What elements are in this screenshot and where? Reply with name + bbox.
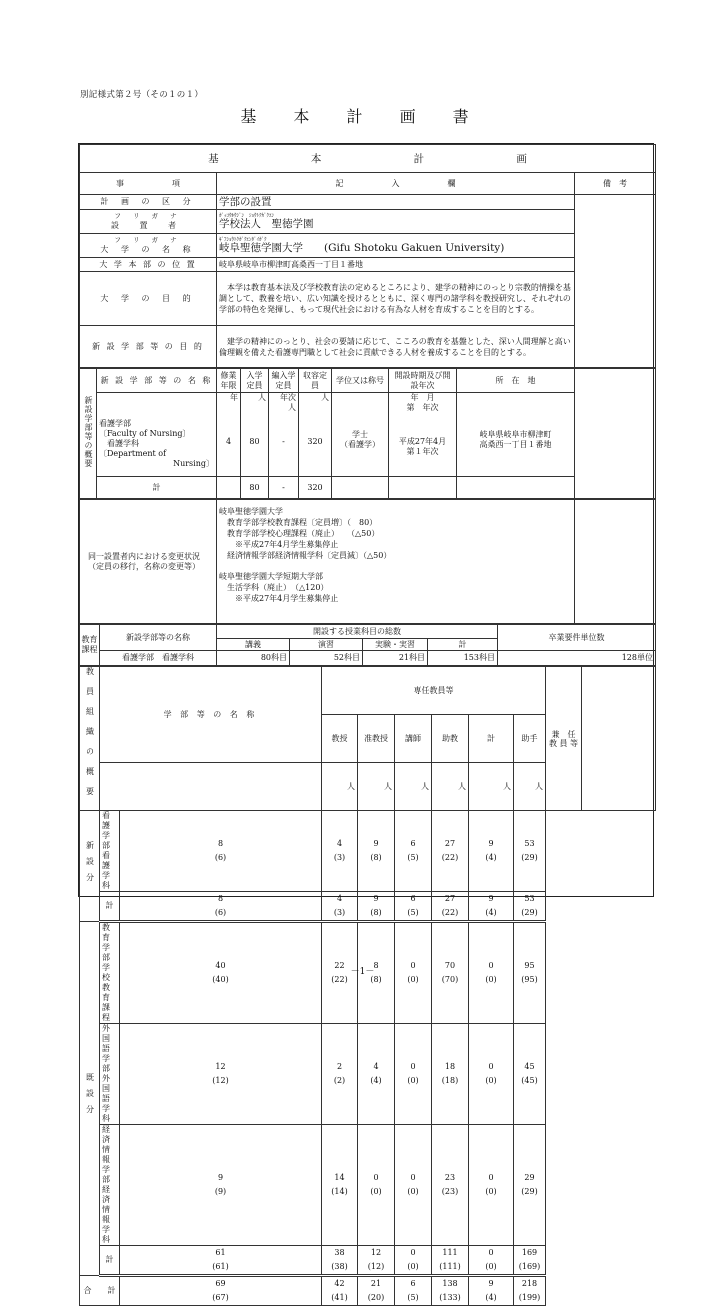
ken-header: 兼 任 教 員 等 — [546, 667, 582, 811]
staff-count: 8 — [217, 894, 224, 903]
curriculum-practical: 21科目 — [363, 651, 428, 666]
staff-value-cell — [120, 892, 322, 922]
form-id: 別記様式第２号（その１の１） — [80, 90, 204, 100]
unit-row-blank — [100, 763, 322, 811]
value-daigaku: ｷﾞﾌｼｮｳﾄｸｶﾞｸｴﾝﾀﾞｲｶﾞｸ 岐阜聖徳学園大学 (Gifu Shotoku Gakuen University) — [217, 234, 575, 258]
col-lecturer: 講師 — [395, 715, 432, 763]
staff-count: 111 — [442, 1248, 458, 1257]
staff-count: 0 — [488, 961, 494, 970]
total-years — [217, 477, 241, 499]
staff-count-current: (70) — [441, 975, 459, 984]
changes-label: 同一設置者内における変更状況（定員の移行，名称の変更等） — [80, 500, 217, 624]
staff-count-current: (38) — [331, 1262, 348, 1271]
staff-value-cell — [395, 1246, 432, 1276]
changes-remarks — [575, 500, 656, 624]
ki-label: 既設分 — [80, 922, 100, 1276]
staff-value-cell — [358, 1125, 395, 1246]
total-admission: 80 — [241, 477, 269, 499]
staff-count-current: (4) — [370, 1076, 382, 1085]
staff-remarks — [582, 667, 656, 811]
staff-count-current: (6) — [214, 853, 227, 862]
staff-count-current: (133) — [439, 1293, 461, 1302]
staff-name: 外国語学部 外国語学科 — [100, 1024, 120, 1125]
staff-count-current: (41) — [331, 1293, 348, 1302]
page-number: －1－ — [350, 967, 375, 977]
overview-total-label: 計 — [97, 477, 217, 499]
staff-row-existing — [80, 1125, 656, 1246]
col-transfer: 編入学定員 — [269, 369, 299, 393]
senin-header: 専任教員等 — [322, 667, 546, 715]
staff-count: 29 — [524, 1173, 535, 1182]
staff-count-current: (20) — [367, 1293, 385, 1302]
document-title: 基 本 計 画 書 — [240, 107, 485, 126]
staff-count-current: (61) — [212, 1262, 229, 1271]
staff-count: 6 — [410, 1279, 416, 1288]
staff-count-current: (40) — [212, 975, 229, 984]
curriculum-name: 看護学部 看護学科 — [100, 651, 217, 666]
staff-count: 70 — [444, 961, 456, 970]
staff-count: 8 — [217, 839, 224, 848]
staff-value-cell — [358, 1024, 395, 1125]
staff-count: 0 — [488, 1062, 494, 1071]
staff-value-cell — [322, 811, 358, 892]
curriculum-lecture: 80科目 — [217, 651, 290, 666]
remarks-header: 備 考 — [575, 173, 656, 195]
total-location — [457, 477, 575, 499]
staff-count: 8 — [373, 961, 379, 970]
staff-value-cell — [395, 1276, 432, 1306]
staff-count: 0 — [410, 1173, 416, 1182]
staff-count: 2 — [336, 1062, 343, 1071]
item-header: 事 項 — [80, 173, 217, 195]
staff-value-cell — [514, 811, 546, 892]
staff-name: 看護学部 看護学科 — [100, 811, 120, 892]
staff-count: 27 — [444, 894, 456, 903]
unit-cell: 人 — [432, 763, 469, 811]
unit-cell: 人 — [514, 763, 546, 811]
staff-name-header: 学 部 等 の 名 称 — [100, 667, 322, 763]
staff-row-grand-total — [80, 1276, 656, 1306]
staff-name: 経済情報学部 経済情報学科 — [100, 1125, 120, 1246]
staff-count-current: (18) — [441, 1076, 459, 1085]
staff-value-cell — [395, 811, 432, 892]
staff-count: 218 — [521, 1279, 538, 1288]
staff-count-current: (29) — [521, 853, 538, 862]
staff-count: 42 — [334, 1279, 345, 1288]
staff-total-label: 計 — [100, 1246, 120, 1276]
start-cell: 年 月 第 年次 平成27年4月 第１年次 — [389, 393, 457, 477]
staff-count: 61 — [215, 1248, 226, 1257]
staff-count: 0 — [410, 1062, 416, 1071]
staff-value-cell — [358, 892, 395, 922]
staff-count-current: (0) — [485, 975, 497, 984]
staff-count-current: (0) — [485, 1262, 497, 1271]
staff-count-current: (0) — [407, 1187, 419, 1196]
staff-value-cell — [469, 892, 514, 922]
staff-row-existing — [80, 1024, 656, 1125]
staff-value-cell — [514, 1024, 546, 1125]
col-years: 修業年限 — [217, 369, 241, 393]
staff-value-cell — [432, 1246, 469, 1276]
staff-count: 9 — [373, 839, 379, 848]
col-degree: 学位又は称号 — [332, 369, 389, 393]
unit-cell: 人 — [322, 763, 358, 811]
staff-value-cell — [395, 892, 432, 922]
staff-count: 9 — [488, 1279, 494, 1288]
value-kubun: 学部の設置 — [217, 195, 575, 210]
curriculum-total-header: 開設する授業科目の総数 — [217, 625, 498, 639]
staff-value-cell — [432, 1024, 469, 1125]
staff-count-current: (8) — [370, 853, 382, 862]
location-cell: 岐阜県岐阜市柳津町 高桑西一丁目１番地 — [457, 393, 575, 477]
staff-table — [79, 666, 656, 1306]
staff-count: 69 — [215, 1279, 226, 1288]
staff-count: 53 — [524, 839, 535, 848]
staff-value-cell — [469, 1246, 514, 1276]
staff-row-existing-total — [80, 1246, 656, 1276]
curriculum-name-header: 新設学部等の名称 — [100, 625, 217, 651]
staff-count-current: (5) — [407, 1293, 419, 1302]
main-header: 基 本 計 画 — [80, 145, 656, 173]
staff-value-cell — [514, 892, 546, 922]
staff-count: 4 — [336, 894, 343, 903]
staff-count-current: (23) — [441, 1187, 459, 1196]
staff-count: 0 — [373, 1173, 379, 1182]
staff-count: 18 — [444, 1062, 456, 1071]
overview-side-label: 新設学部等の概要 — [80, 369, 97, 499]
years-cell: 年 4 — [217, 393, 241, 477]
label-daigaku: フ リ ガ ナ 大 学 の 名 称 — [80, 234, 217, 258]
staff-count-current: (4) — [485, 853, 497, 862]
staff-value-cell — [322, 1024, 358, 1125]
changes-content: 岐阜聖徳学園大学 教育学部学校教育課程〔定員増〕（ 80） 教育学部学校心理課程（廃止） （△50） ※平成27年4月学生募集停止 経済情報学部経済情報学科〔定員減〕（△50） 岐阜聖徳学園大学短期大学部 生活学科（廃止） （△120） ※平成27年4月学生募集停止 — [217, 500, 575, 624]
staff-count: 12 — [215, 1062, 226, 1071]
staff-count-current: (4) — [485, 1293, 497, 1302]
staff-count: 9 — [217, 1173, 224, 1182]
unit-cell: 人 — [469, 763, 514, 811]
faculty-name-cell: 看護学部 〔Faculty of Nursing〕 看護学科 〔Department of Nursing〕 — [97, 393, 217, 477]
label-mokuteki: 大 学 の 目 的 — [80, 272, 217, 326]
staff-count: 9 — [373, 894, 379, 903]
degree-cell: 学士 （看護学） — [332, 393, 389, 477]
col-subtotal: 計 — [469, 715, 514, 763]
staff-value-cell — [514, 1246, 546, 1276]
staff-count-current: (0) — [485, 1187, 497, 1196]
transfer-cell: 年次 人 - — [269, 393, 299, 477]
col-faculty-name: 新 設 学 部 等 の 名 称 — [97, 369, 217, 393]
staff-count-current: (5) — [407, 853, 419, 862]
value-shin-mokuteki: 建学の精神にのっとり、社会の要請に応じて、こころの教育を基盤とした、深い人間理解と高い倫理観を備えた看護専門職として社会に貢献できる人材を養成することを目的とする。 — [217, 326, 575, 368]
staff-count-current: (6) — [214, 908, 227, 917]
staff-count-current: (0) — [407, 1076, 419, 1085]
staff-count-current: (199) — [518, 1293, 541, 1302]
credits-header: 卒業要件単位数 — [498, 625, 656, 651]
staff-count-current: (12) — [367, 1262, 385, 1271]
staff-count-current: (29) — [521, 908, 538, 917]
staff-count: 14 — [334, 1173, 345, 1182]
staff-count-current: (169) — [518, 1262, 541, 1271]
staff-count-current: (8) — [370, 908, 382, 917]
total-degree — [332, 477, 389, 499]
staff-count-current: (0) — [485, 1076, 497, 1085]
col-start: 開設時期及び開設年次 — [389, 369, 457, 393]
col-assistant: 助手 — [514, 715, 546, 763]
staff-count: 38 — [334, 1248, 345, 1257]
value-setchisha: ｶﾞｯｺｳﾎｳｼﾞﾝ ｼｮｳﾄｸｶﾞｸｴﾝ 学校法人 聖徳学園 — [217, 210, 575, 234]
staff-side-label: 教員組織の概要 — [80, 667, 100, 811]
staff-count-current: (29) — [521, 1187, 538, 1196]
staff-value-cell — [432, 1276, 469, 1306]
staff-value-cell — [322, 892, 358, 922]
staff-row-new-total — [80, 892, 656, 922]
staff-count-current: (111) — [439, 1262, 461, 1271]
staff-count: 27 — [444, 839, 456, 848]
staff-count-current: (95) — [521, 975, 538, 984]
staff-count-current: (0) — [407, 975, 419, 984]
sub-practical: 実験・実習 — [363, 639, 428, 651]
staff-count: 4 — [336, 839, 343, 848]
col-location: 所 在 地 — [457, 369, 575, 393]
staff-value-cell — [120, 1276, 322, 1306]
staff-value-cell — [469, 1276, 514, 1306]
curriculum-seminar: 52科目 — [290, 651, 363, 666]
staff-count-current: (0) — [370, 1187, 382, 1196]
shin-label: 新設分 — [80, 811, 100, 922]
staff-value-cell — [358, 1276, 395, 1306]
staff-count: 9 — [488, 839, 494, 848]
staff-count-current: (22) — [331, 975, 348, 984]
value-ichi: 岐阜県岐阜市柳津町高桑西一丁目１番地 — [217, 258, 575, 272]
label-kubun: 計 画 の 区 分 — [80, 195, 217, 210]
staff-value-cell — [322, 1246, 358, 1276]
staff-value-cell — [358, 1246, 395, 1276]
staff-count: 138 — [442, 1279, 458, 1288]
staff-value-cell — [358, 811, 395, 892]
staff-value-cell — [514, 1125, 546, 1246]
staff-value-cell — [469, 1024, 514, 1125]
overview-table — [79, 368, 656, 499]
staff-count-current: (3) — [333, 853, 346, 862]
staff-count: 23 — [444, 1173, 456, 1182]
staff-count: 9 — [488, 894, 494, 903]
staff-count-current: (8) — [370, 975, 382, 984]
curriculum-credits: 128単位 — [498, 651, 656, 666]
total-capacity: 320 — [299, 477, 332, 499]
label-shin-mokuteki: 新 設 学 部 等 の 目 的 — [80, 326, 217, 368]
overview-remarks — [575, 369, 656, 499]
staff-count-current: (67) — [212, 1293, 229, 1302]
staff-value-cell — [514, 1276, 546, 1306]
curriculum-table — [79, 624, 656, 666]
staff-value-cell — [432, 892, 469, 922]
staff-count: 4 — [373, 1062, 379, 1071]
staff-value-cell — [395, 1024, 432, 1125]
staff-row-new — [80, 811, 656, 892]
total-transfer: - — [269, 477, 299, 499]
staff-value-cell — [469, 811, 514, 892]
staff-count-current: (5) — [407, 908, 419, 917]
col-admission: 入学定員 — [241, 369, 269, 393]
staff-count: 95 — [524, 961, 535, 970]
staff-value-cell — [120, 1125, 322, 1246]
sub-lecture: 講義 — [217, 639, 290, 651]
staff-value-cell — [432, 811, 469, 892]
unit-cell: 人 — [395, 763, 432, 811]
staff-value-cell — [120, 811, 322, 892]
staff-grand-label: 合 計 — [80, 1276, 120, 1306]
admission-cell: 人 80 — [241, 393, 269, 477]
staff-name: 教育学部 学校教育課程 — [100, 922, 120, 1024]
staff-count: 22 — [334, 961, 345, 970]
staff-count-current: (14) — [331, 1187, 348, 1196]
staff-count: 0 — [488, 1248, 494, 1257]
staff-value-cell — [432, 1125, 469, 1246]
staff-count-current: (0) — [407, 1262, 419, 1271]
staff-value-cell — [395, 1125, 432, 1246]
staff-count-current: (22) — [441, 908, 459, 917]
staff-value-cell — [120, 1246, 322, 1276]
changes-table — [79, 499, 656, 624]
staff-count: 12 — [370, 1248, 382, 1257]
label-ichi: 大 学 本 部 の 位 置 — [80, 258, 217, 272]
staff-count: 6 — [410, 894, 416, 903]
value-mokuteki: 本学は教育基本法及び学校教育法の定めるところにより、建学の精神にのっとり宗教的情操を基調として、教養を培い、広い知識を授けるとともに、深く専門の諸学科を教授研究し、それぞれの学部の特色を発揮し、もって現代社会における有為な人材を育成することを目的とする。 — [217, 272, 575, 326]
col-capacity: 収容定員 — [299, 369, 332, 393]
unit-cell: 人 — [358, 763, 395, 811]
label-setchisha: フ リ ガ ナ 設 置 者 — [80, 210, 217, 234]
curriculum-total: 153科目 — [428, 651, 498, 666]
staff-count-current: (12) — [212, 1076, 229, 1085]
staff-count-current: (22) — [441, 853, 459, 862]
staff-value-cell — [322, 1125, 358, 1246]
col-assistant-prof: 助教 — [432, 715, 469, 763]
staff-count-current: (2) — [333, 1076, 346, 1085]
staff-count-current: (3) — [333, 908, 346, 917]
col-associate: 准教授 — [358, 715, 395, 763]
content-header: 記 入 欄 — [217, 173, 575, 195]
staff-count: 21 — [370, 1279, 382, 1288]
sub-total: 計 — [428, 639, 498, 651]
sub-seminar: 演習 — [290, 639, 363, 651]
capacity-cell: 人 320 — [299, 393, 332, 477]
staff-count: 0 — [410, 1248, 416, 1257]
staff-total-label: 計 — [100, 892, 120, 922]
staff-count: 53 — [524, 894, 535, 903]
staff-count: 169 — [521, 1248, 538, 1257]
curriculum-side-label: 教育課程 — [80, 625, 100, 666]
total-start — [389, 477, 457, 499]
staff-value-cell — [322, 1276, 358, 1306]
staff-count: 0 — [410, 961, 416, 970]
staff-count: 40 — [215, 961, 226, 970]
staff-value-cell — [469, 1125, 514, 1246]
staff-value-cell — [120, 1024, 322, 1125]
staff-count-current: (4) — [485, 908, 497, 917]
staff-count: 45 — [524, 1062, 535, 1071]
staff-count: 6 — [410, 839, 416, 848]
staff-count-current: (45) — [521, 1076, 538, 1085]
basic-info-table — [79, 144, 656, 368]
staff-count: 0 — [488, 1173, 494, 1182]
remarks-cell — [575, 195, 656, 368]
staff-count-current: (9) — [214, 1187, 227, 1196]
plan-table — [78, 143, 654, 1302]
col-professor: 教授 — [322, 715, 358, 763]
